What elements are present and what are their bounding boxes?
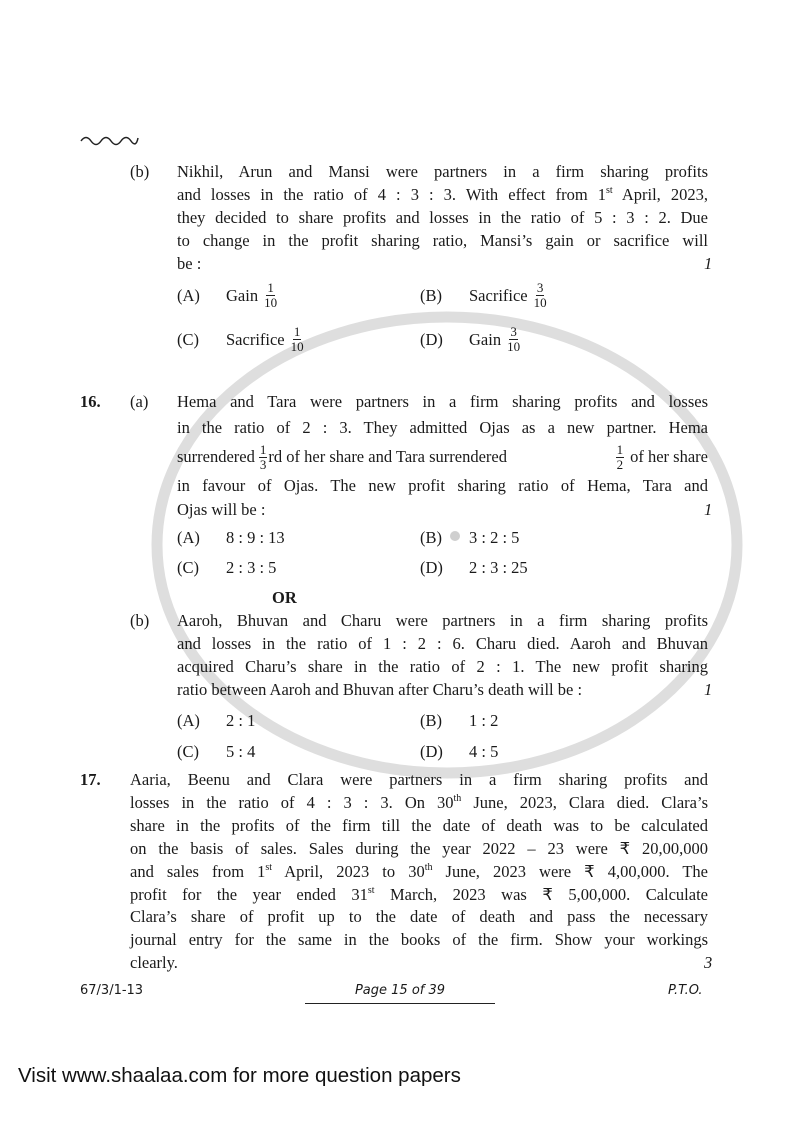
option-a: [226, 528, 285, 548]
text-segment: journal entry for the same in the books of the firm. Show your workings: [130, 930, 708, 949]
q16a-line: in the ratio of 2 : 3. They admitted Ojas as a new partner. Hema: [177, 418, 708, 437]
text-segment: Nikhil, Arun and Mansi were partners in a firm sharing profits: [177, 162, 708, 181]
q16a-line: Ojas will be :: [177, 500, 266, 519]
option-label: (A): [177, 711, 200, 730]
superscript: th: [453, 793, 462, 804]
paper-code: 67/3/1-13: [80, 983, 144, 998]
text-line: [177, 680, 582, 700]
q17-number: 17.: [80, 770, 101, 789]
text-segment: March, 2023 was ₹ 5,00,000. Calculate: [374, 885, 708, 904]
text-segment: June, 2023, Clara died. Clara’s: [461, 793, 708, 812]
denominator: 2: [616, 456, 624, 472]
option-text: Sacrifice: [226, 329, 285, 349]
option-label: (D): [420, 330, 443, 349]
numerator: 1: [293, 324, 301, 339]
option-fraction: [507, 325, 520, 354]
text-segment: and losses in the ratio of 4 : 3 : 3. With effect from 1: [177, 185, 606, 204]
option-text: Gain: [226, 285, 259, 305]
superscript: st: [606, 185, 613, 196]
text-line: [130, 907, 708, 927]
text-segment: they decided to share profits and losses in the ratio of 5 : 3 : 2. Due: [177, 208, 708, 227]
text-segment: acquired Charu’s share in the ratio of 2 : 1. The new profit sharing: [177, 657, 708, 676]
option-c: [226, 325, 304, 354]
option-text: 2 : 1: [226, 711, 256, 730]
q16a-text: of her share: [630, 447, 708, 466]
option-text: 1 : 2: [469, 711, 499, 730]
text-line: [177, 162, 708, 182]
option-d: [469, 742, 498, 762]
q16a-line: in favour of Ojas. The new profit sharing ratio of Hema, Tara and: [177, 476, 708, 495]
text-line: [177, 254, 201, 274]
text-segment: to change in the profit sharing ratio, Mansi’s gain or sacrifice will: [177, 231, 708, 250]
option-d: [469, 558, 528, 578]
denominator: 3: [259, 456, 267, 472]
option-text: 2 : 3 : 5: [226, 558, 277, 577]
option-text: 8 : 9 : 13: [226, 528, 285, 547]
option-label: (C): [177, 330, 199, 349]
q16b-label: (b): [130, 611, 150, 630]
denominator: 10: [533, 295, 547, 310]
text-segment: and losses in the ratio of 1 : 2 : 6. Charu died. Aaroh and Bhuvan: [177, 634, 708, 653]
text-line: [177, 634, 708, 654]
option-c: [226, 742, 255, 762]
numerator: 1: [616, 441, 624, 457]
option-fraction: [534, 281, 547, 310]
q16a-text: rd of her share and Tara surrendered: [268, 447, 507, 466]
text-segment: clearly.: [130, 953, 178, 972]
or-separator: OR: [272, 588, 297, 607]
text-segment: April, 2023 to 30: [272, 862, 425, 881]
option-a: [226, 711, 255, 731]
q16a-label: (a): [130, 392, 149, 411]
option-label: (D): [420, 742, 443, 761]
option-d: [469, 325, 520, 354]
option-text: 2 : 3 : 25: [469, 558, 528, 577]
pto-label: P.T.O.: [668, 983, 703, 998]
option-label: (A): [177, 286, 200, 305]
shaalaa-link-banner[interactable]: Visit www.shaalaa.com for more question papers: [18, 1064, 461, 1087]
option-text: 3 : 2 : 5: [469, 528, 520, 547]
q15b-label: (b): [130, 162, 150, 181]
option-a: [226, 281, 277, 310]
superscript: st: [265, 862, 273, 873]
q16a-marks: 1: [704, 500, 713, 519]
text-segment: be :: [177, 254, 202, 273]
denominator: 10: [264, 295, 278, 310]
page-number: Page 15 of 39: [305, 983, 495, 1004]
text-segment: April, 2023,: [612, 185, 709, 204]
option-label: (A): [177, 528, 200, 547]
denominator: 10: [507, 339, 521, 354]
option-c: [226, 558, 276, 578]
superscript: th: [424, 862, 433, 873]
option-text: Gain: [469, 329, 502, 349]
text-segment: June, 2023 were ₹ 4,00,000. The: [432, 862, 708, 881]
q16b-marks: 1: [704, 680, 713, 699]
text-line: [130, 862, 708, 882]
numerator: 3: [536, 280, 544, 295]
text-line: [130, 770, 708, 790]
option-label: (B): [420, 711, 442, 730]
q16a-line: [177, 442, 708, 472]
option-b: [469, 528, 519, 548]
option-label: (B): [420, 286, 442, 305]
text-line: [177, 611, 708, 631]
option-text: 5 : 4: [226, 742, 256, 761]
option-b: [469, 281, 547, 310]
denominator: 10: [290, 339, 304, 354]
q16-number: 16.: [80, 392, 101, 411]
text-line: [177, 208, 708, 228]
text-line: [177, 657, 708, 677]
text-segment: on the basis of sales. Sales during the year 2022 – 23 were ₹ 20,00,000: [130, 839, 708, 858]
text-line: [177, 231, 708, 251]
wave-separator-icon: [80, 133, 140, 147]
option-b: [469, 711, 498, 731]
numerator: 1: [259, 441, 267, 457]
option-fraction: [264, 281, 277, 310]
text-line: [130, 839, 708, 859]
option-text: Sacrifice: [469, 285, 528, 305]
option-label: (C): [177, 558, 199, 577]
text-line: [177, 185, 708, 205]
text-segment: Clara’s share of profit up to the date of death and pass the necessary: [130, 907, 708, 926]
option-text: 4 : 5: [469, 742, 499, 761]
option-fraction: [291, 325, 304, 354]
numerator: 1: [267, 280, 274, 295]
text-segment: Aaria, Beenu and Clara were partners in a firm sharing profits and: [130, 770, 708, 789]
text-segment: and sales from 1: [130, 862, 266, 881]
q16a-text: surrendered: [177, 447, 255, 466]
option-label: (D): [420, 558, 443, 577]
text-line: [130, 885, 708, 905]
text-line: [130, 816, 708, 836]
fraction-one-third: [259, 443, 268, 472]
q15b-marks: 1: [704, 254, 713, 273]
q17-marks: 3: [704, 953, 713, 972]
numerator: 3: [510, 324, 517, 339]
text-segment: profit for the year ended 31: [130, 885, 368, 904]
text-line: [130, 930, 708, 950]
text-line: [130, 793, 708, 813]
text-segment: Aaroh, Bhuvan and Charu were partners in a firm sharing profits: [177, 611, 708, 630]
option-label: (B): [420, 528, 442, 547]
text-segment: ratio between Aaroh and Bhuvan after Charu’s death will be :: [177, 680, 583, 699]
option-label: (C): [177, 742, 199, 761]
text-segment: losses in the ratio of 4 : 3 : 3. On 30: [130, 793, 454, 812]
fraction-one-half: [616, 443, 625, 472]
q16a-line: Hema and Tara were partners in a firm sharing profits and losses: [177, 392, 708, 411]
text-line: [130, 953, 178, 973]
text-segment: share in the profits of the firm till the date of death was to be calculated: [130, 816, 708, 835]
superscript: st: [367, 885, 375, 896]
